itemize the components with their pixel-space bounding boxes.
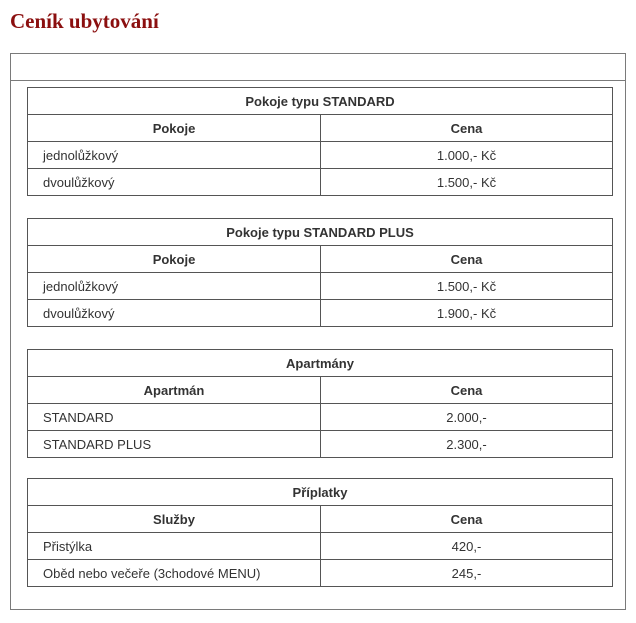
row-price: 1.900,- Kč (321, 300, 613, 327)
row-name: jednolůžkový (28, 273, 321, 300)
row-name: Oběd nebo večeře (3chodové MENU) (28, 560, 321, 587)
table-caption: Příplatky (28, 479, 613, 506)
column-header-price: Cena (321, 377, 613, 404)
table-caption: Pokoje typu STANDARD PLUS (28, 219, 613, 246)
column-header-price: Cena (321, 506, 613, 533)
apartments-table (27, 349, 613, 458)
table-row (28, 300, 613, 327)
standard-rooms-table (27, 87, 613, 196)
row-name: jednolůžkový (28, 142, 321, 169)
column-header-item: Služby (28, 506, 321, 533)
table-caption: Pokoje typu STANDARD (28, 88, 613, 115)
frame-divider (11, 80, 625, 81)
surcharges-table (27, 478, 613, 587)
column-header-item: Pokoje (28, 246, 321, 273)
row-name: STANDARD (28, 404, 321, 431)
table-row (28, 273, 613, 300)
row-price: 2.300,- (321, 431, 613, 458)
column-header-price: Cena (321, 246, 613, 273)
table-row (28, 169, 613, 196)
table-row (28, 404, 613, 431)
row-name: STANDARD PLUS (28, 431, 321, 458)
row-price: 1.500,- Kč (321, 169, 613, 196)
table-row (28, 560, 613, 587)
table-row (28, 533, 613, 560)
row-name: Přistýlka (28, 533, 321, 560)
table-caption: Apartmány (28, 350, 613, 377)
price-list-frame (10, 53, 626, 610)
table-row (28, 431, 613, 458)
row-price: 2.000,- (321, 404, 613, 431)
page-title: Ceník ubytování (10, 9, 159, 33)
table-row (28, 142, 613, 169)
column-header-item: Apartmán (28, 377, 321, 404)
row-name: dvoulůžkový (28, 169, 321, 196)
standard-plus-rooms-table (27, 218, 613, 327)
row-price: 420,- (321, 533, 613, 560)
row-name: dvoulůžkový (28, 300, 321, 327)
row-price: 1.500,- Kč (321, 273, 613, 300)
column-header-item: Pokoje (28, 115, 321, 142)
row-price: 1.000,- Kč (321, 142, 613, 169)
row-price: 245,- (321, 560, 613, 587)
column-header-price: Cena (321, 115, 613, 142)
